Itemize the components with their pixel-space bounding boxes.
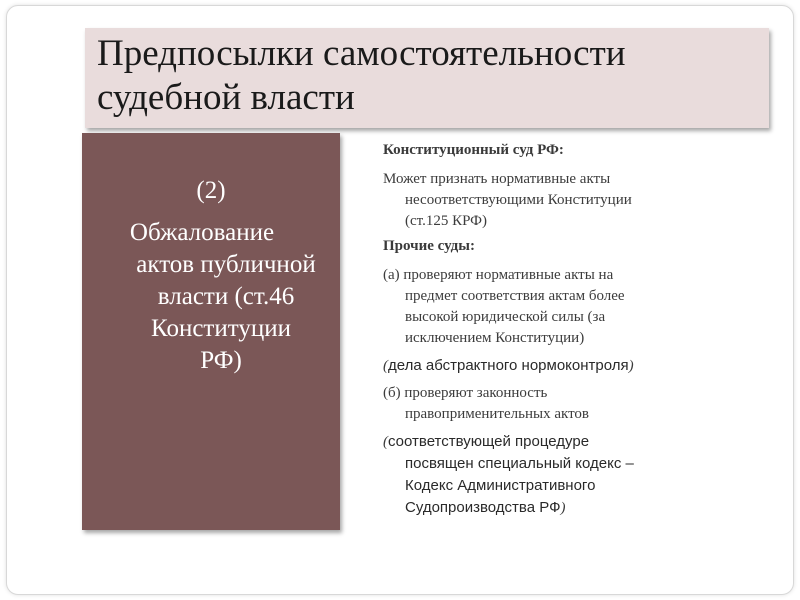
- note-text: дела абстрактного нормоконтроля: [388, 357, 629, 374]
- slide: [6, 5, 794, 595]
- note-line: [383, 475, 781, 497]
- title-band: [85, 28, 769, 128]
- left-panel-line: власти (ст.46: [157, 283, 295, 310]
- note-line: [383, 497, 781, 519]
- title-line-2: судебной власти: [97, 77, 355, 118]
- note-text: посвящен специальный кодекс –: [405, 455, 634, 472]
- paren-open: (: [383, 358, 388, 374]
- left-panel-line: Конституции: [151, 315, 291, 342]
- text-line: (ст.125 КРФ): [405, 213, 488, 229]
- left-panel-line: Обжалование: [129, 219, 275, 246]
- note-text: Судопроизводства РФ: [405, 499, 561, 516]
- heading-constitutional-court: Конституционный суд РФ:: [383, 142, 564, 158]
- left-panel-line: актов публичной: [136, 251, 316, 278]
- note-text: соответствующей процедуре: [388, 433, 590, 450]
- note-abstract-control: [383, 355, 781, 377]
- text-line: (а) проверяют нормативные акты на: [383, 267, 614, 283]
- text-line: (б) проверяют законность: [383, 385, 548, 401]
- text-line: исключением Конституции): [405, 330, 585, 346]
- content-body: [383, 140, 781, 519]
- paren-close: ): [560, 500, 566, 516]
- left-panel-text: [82, 175, 340, 377]
- text-line: высокой юридической силы (за: [405, 309, 606, 325]
- slide-title: [97, 32, 626, 120]
- text-line: правоприменительных актов: [405, 406, 590, 422]
- left-panel-number: (2): [196, 177, 226, 204]
- note-line: [383, 453, 781, 475]
- text-line: предмет соответствия актам более: [405, 288, 625, 304]
- left-panel: [82, 133, 340, 530]
- note-text: Кодекс Административного: [405, 477, 596, 494]
- title-line-1: Предпосылки самостоятельности: [97, 33, 626, 74]
- paren-close: ): [628, 358, 634, 374]
- note-line: [383, 431, 781, 453]
- text-line: несоответствующими Конституции: [405, 192, 632, 208]
- heading-other-courts: Прочие суды:: [383, 238, 475, 254]
- paren-open: (: [383, 434, 388, 450]
- text-line: Может признать нормативные акты: [383, 171, 611, 187]
- left-panel-line: РФ): [200, 347, 242, 374]
